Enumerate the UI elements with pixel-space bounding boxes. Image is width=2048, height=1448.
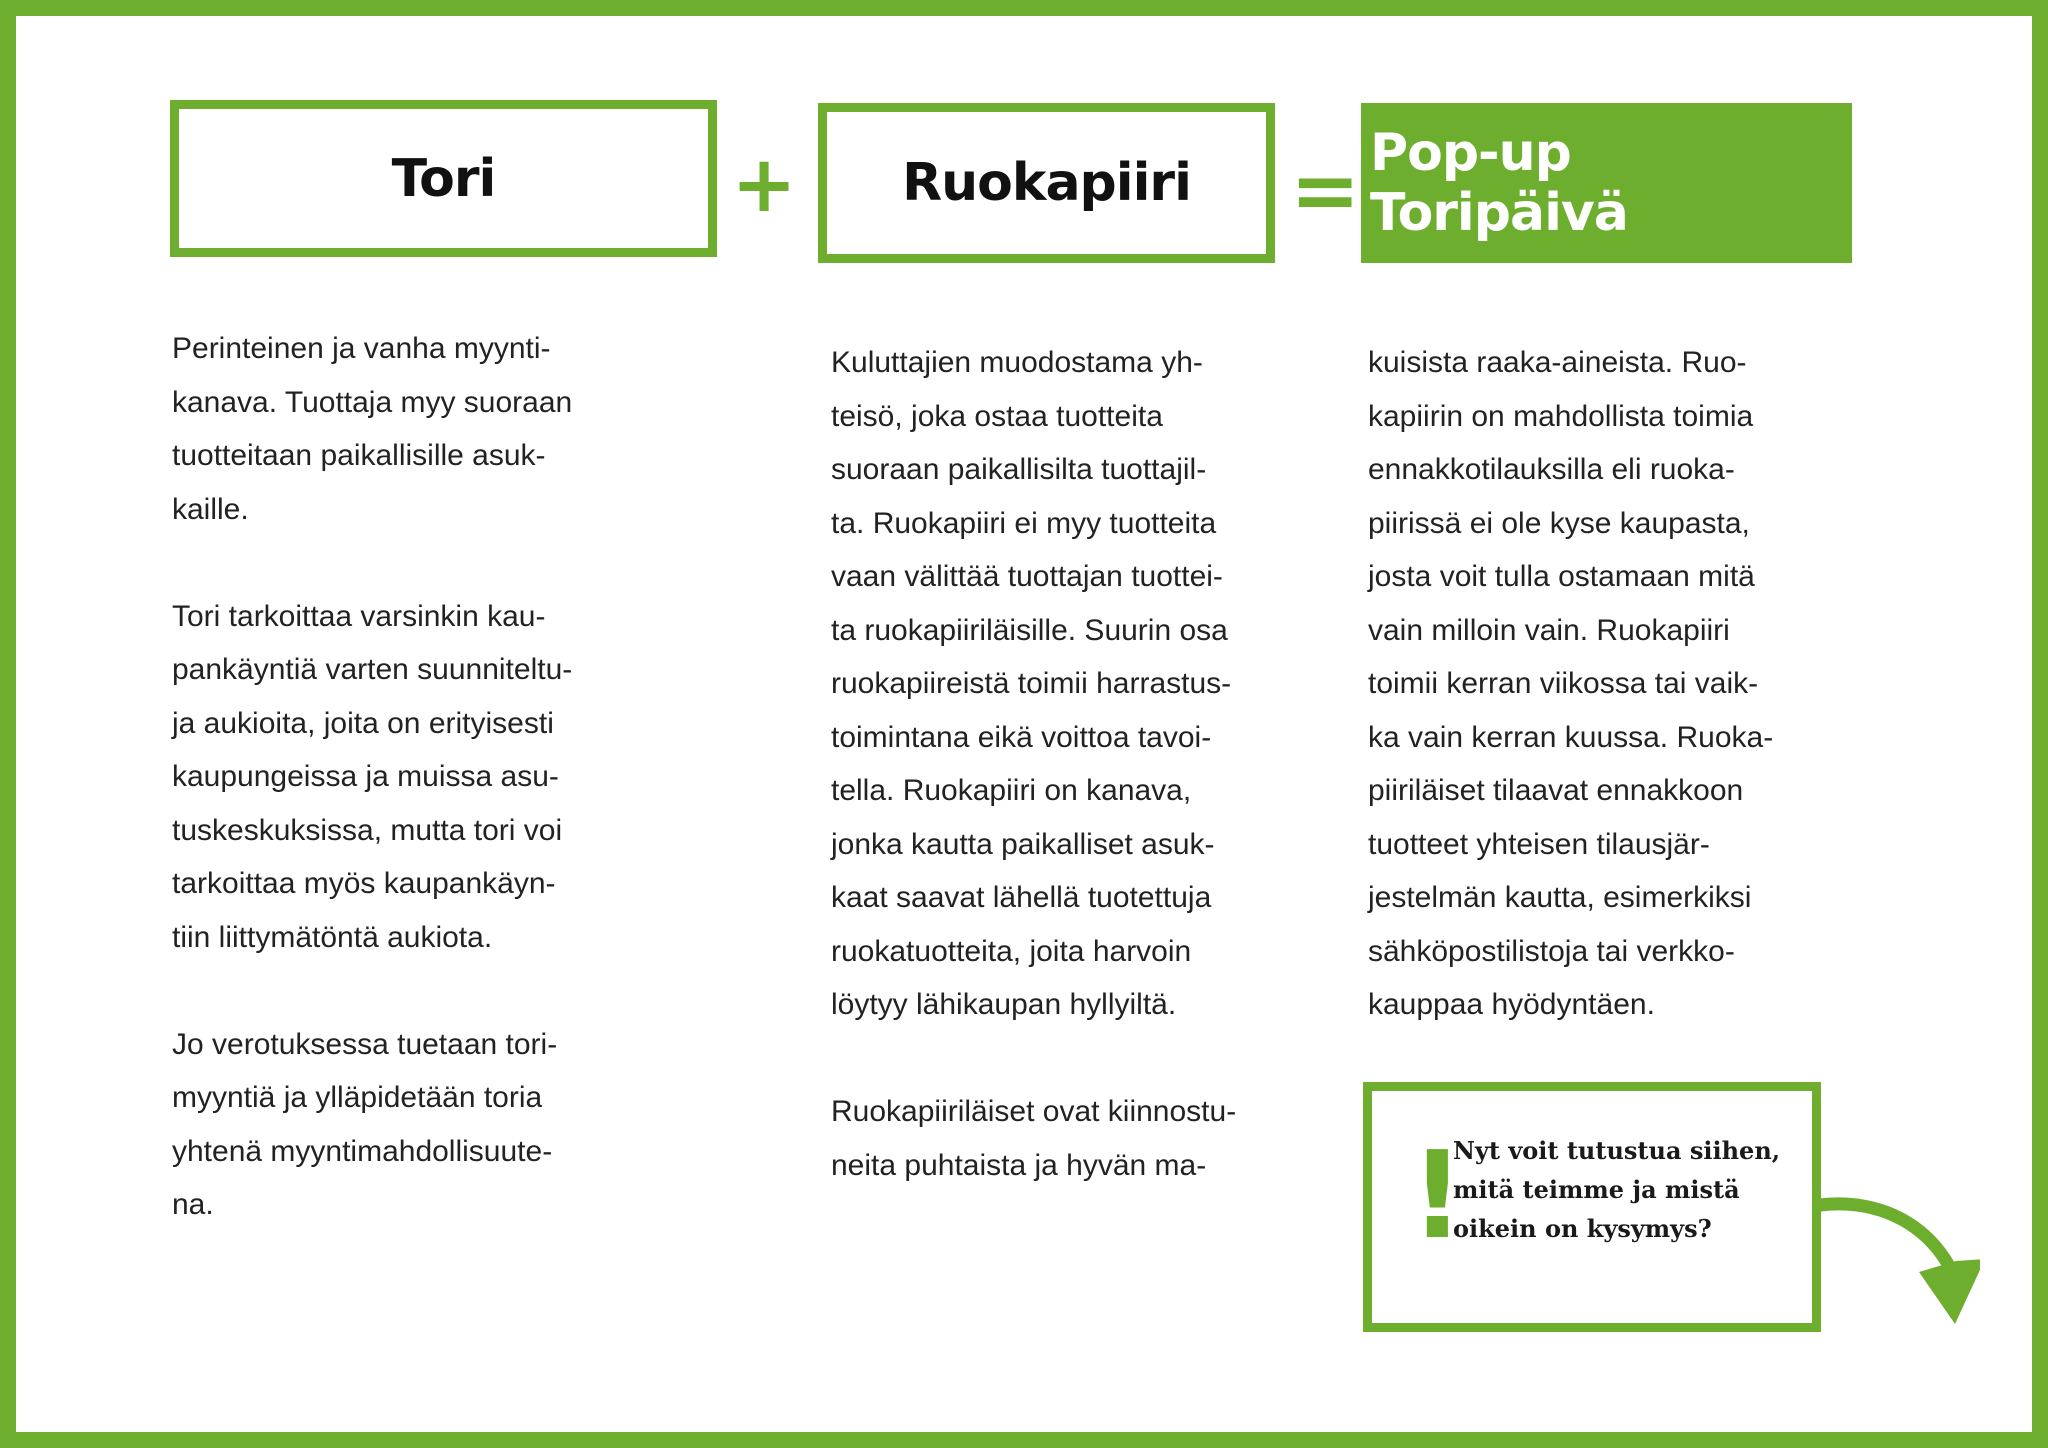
- ruokapiiri-description: Kuluttajien muodostama yh- teisö, joka ostaa tuotteita suoraan paikallisilta tuottajil- ta. Ruokapiiri ei myy tuotteita vaan välittää tuottajan tuottei- ta ruokapiiriläisille. Suurin osa ruokapiireistä toimii harrastus- toimintana eikä voittoa tavoi- tella. Ruokapiiri on kanava, jonka kautta paikalliset asuk- kaat saavat lähellä tuotettuja ruokatuotteita, joita harvoin löytyy lähikaupan hyllyiltä. Ruokapiiriläiset ovat kiinnostu- neita puhtaista ja hyvän ma-: [831, 346, 1237, 1182]
- title-box-popup-toripaiva: [1361, 103, 1852, 263]
- title-tori: Tori: [391, 148, 496, 209]
- plus-sign: +: [731, 140, 797, 230]
- equals-sign: =: [1290, 141, 1361, 239]
- title-box-tori: [170, 100, 717, 257]
- tori-description: Perinteinen ja vanha myynti- kanava. Tuottaja myy suoraan tuotteitaan paikallisille asuk- kaille. Tori tarkoittaa varsinkin kau- pankäyntiä varten suunniteltu- ja aukioita, joita on erityisesti kaupungeissa ja muissa asu- tuskeskuksissa, mutta tori voi tarkoittaa myös kaupankäyn- tiin liittymätöntä aukiota. Jo verotuksessa tuetaan tori- myyntiä ja ylläpidetään toria yhtenä myyntimahdollisuute- na.: [172, 332, 573, 1221]
- callout-box: [1363, 1082, 1821, 1332]
- curved-arrow-down-right-icon: [1800, 1170, 1980, 1340]
- title-popup-toripaiva: Pop-up Toripäivä: [1370, 123, 1628, 243]
- title-box-ruokapiiri: [818, 103, 1275, 263]
- exclamation-icon: !: [1410, 1127, 1465, 1266]
- title-ruokapiiri: Ruokapiiri: [902, 153, 1191, 213]
- callout-text: Nyt voit tutustua siihen, mitä teimme ja mistä oikein on kysymys?: [1453, 1136, 1781, 1243]
- ruokapiiri-description-continued: kuisista raaka-aineista. Ruo- kapiirin on mahdollista toimia ennakkotilauksilla eli ruoka- piirissä ei ole kyse kaupasta, josta voit tulla ostamaan mitä vain milloin vain. Ruokapiiri toimii kerran viikossa tai vaik- ka vain kerran kuussa. Ruoka- piiriläiset tilaavat ennakkoon tuotteet yhteisen tilausjär- jestelmän kautta, esimerkiksi sähköpostilistoja tai verkko- kauppaa hyödyntäen.: [1368, 346, 1774, 1021]
